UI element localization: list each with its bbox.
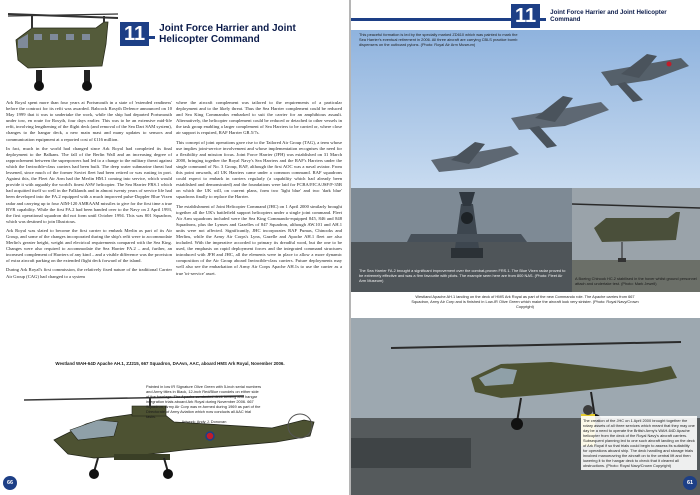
chinook-caption: A Boeing Chinook HC.2 stabilised in the hover whilst ground personnel attach and undertake test. (Photo: Mark Jewell) bbox=[575, 276, 697, 286]
paragraph: In fact, much in the world had changed since Ark Royal had completed its final deployment to the Balkans. The fall of the Berlin Wall and an increasing degree of rapprochement between the superpowers had led to a change to the military threat against which the Invincible-class carriers had been built. The deep water submarine threat had lessened, since much of the former Soviet fleet had been retired or was rusting in port. Against this, the Fleet Air Arm had the Merlin HM.1 coming into service, which would provide it with arguably the world's finest ASW helicopter. The Sea Harrier FRS.1 which had acquitted itself so well in the Falklands and in almost twenty years of service life had been developed into the FA.2 equipped with a much improved pulse-Doppler Blue Vixen radar and carrying up to four AIM-120 AMRAAM missiles to give for the first time a true BVR capability. While the first FA.2 had been handed over to the Navy on 2 April 1993, the first operational squadron did not form until October 1994. This was 801 Squadron, which was destined to join Illustrious. bbox=[6, 145, 172, 224]
chapter-title: Joint Force Harrier and Joint Helicopter Command bbox=[155, 23, 349, 45]
chapter-number: 11 bbox=[511, 4, 540, 28]
sea-harrier-formation-photo bbox=[351, 30, 700, 188]
formation-caption: This peaceful formation is led by the specially marked ZD610 which was painted to mark the Sea Harrier's eventual retirement in 2006. All three aircraft are carrying CBLS practice bomb dispensers on the outboard pylons. (Photo: Royal Air Arm Museum) bbox=[359, 32, 518, 47]
chapter-title: Joint Force Harrier and Joint Helicopter Command bbox=[546, 9, 700, 23]
artwork-note bbox=[146, 384, 262, 424]
paragraph: where the aircraft complement was tailored to the requirements of a particular deployment and to the likely threat. Thus the Sea Harrier complement could be reduced and Sea King Commandos embarked to suit the carrier for an amphibious assault. Alternatively, the helicopter complement could be reduced or detached to other vessels in the task group enabling a larger complement of Sea Harriers to be carried or, where close air support is required, RAF Harrier GR.5/7s. bbox=[176, 100, 342, 136]
chapter-number: 11 bbox=[120, 22, 149, 46]
artwork-credit: Artwork: Andy J. Donovan bbox=[181, 419, 227, 424]
chapter-title-bar bbox=[120, 22, 349, 46]
right-page bbox=[351, 0, 700, 495]
page-number-left: 66 bbox=[3, 476, 17, 490]
paragraph: Ark Royal was slated to become the first carrier to embark Merlin as part of its Air Group, and some of the changes incorporated during the ship's refit were to accommodate Merlin's greater height, weight and electrical requirements compared with the Sea King. Changes were also required to accommodate the Sea Harrier FA.2 – and, further, an increased complement of Harriers of any kind – and a visible difference was the provision of extra aircraft parking on the extended flight deck forward of the island. bbox=[6, 227, 172, 264]
chinook-side-profile-illustration bbox=[6, 4, 118, 96]
left-column-1 bbox=[6, 100, 172, 283]
left-column-2 bbox=[176, 100, 342, 280]
paragraph: The establishment of Joint Helicopter Command (JHC) on 1 April 2000 similarly brought together all the UK's battlefield support helicopters under a single joint command. Fleet Air Arm squadrons included were the Sea King Commando-equipped 845, 846 and 848 Squadrons, plus the Lynxes and Gazelles of 847 Squadron, although AW.101 and AH.1 units were not affected. Significantly, JHC incorporates RAF Pumas, Chinooks and Merlins, while the Army Air Corps's Lynx, Gazelle and Apache AH.1 fleet are also included. With the imperative accorded to primary its dreadful word, but the one to be used, the emphasis on rapid deployment forces and the integrated command structures introduced with JFH and JHC, all the elements were in place to allow a more dynamic composition of the Air Group aboard Invincible-class carriers. Future deployments may well also see the embarkation of Army Air Corps Apache AH.1s to use the carrier as a true 'tri-service' asset. bbox=[176, 203, 342, 276]
left-page bbox=[0, 0, 349, 495]
paragraph: Ark Royal spent more than four years at Portsmouth in a state of 'extended readiness' before the contract for its refit was awarded. Babcock Rosyth Defence announced on 10 May 1999 that it was to undertake the work, while the ship had departed Portsmouth under tow, en route for Rosyth, four days earlier. This was to be an extensive mid-life refit, involving lengthening of the flight deck (and removal of the Sea Dart SAM system), changes to the hangar deck, a new main mast and many updates to sensors and communication equipment at a reported cost of £116 million. bbox=[6, 100, 172, 142]
paragraph: This concept of joint operations gave rise to the Tailored Air Group (TAG), a term whose use implies joint-service involvement and whose implementation recognises the need for a flexibility and mission focus. Joint Force Harrier (JFH) was established on 31 March 2000, bringing together the Royal Navy's Sea Harriers and the RAF's Harriers under the single command of No. 3 Group, RAF, although the first AOC was a naval aviator. From this point onwards, all UK Harriers came under a common command. RAF squadrons could expect to embark in carriers regularly (a capability which had already been established and demonstrated) and the foundations were laid for FCBA/FJCA/JSF/F-35B on which the UK will, on current plans, form two 'light blue' and two 'dark blue' squadrons finally to replace the Harrier. bbox=[176, 139, 342, 200]
paragraph: During Ark Royal's first commission, the relatively fixed nature of the traditional Carrier Air Group (CAG) had changed to a system bbox=[6, 267, 172, 279]
side-profile-caption: Westland WAH-64D Apache AH.1, ZJ215, 667 Squadron, DAAvn, AAC, aboard HMS Ark Royal, November 2006. bbox=[55, 361, 285, 366]
jhc-caption: The creation of the JHC on 1 April 2000 brought together the rotary assets of all three services which meant that they may one day be a need to operate the British Army's WAH-64D Apache helicopter from the deck of the Royal Navy's aircraft carriers. Subsequent planning led to one such aircraft landing on the deck of Ark Royal if so that trials could begin to assess its suitability for operations aboard ship. The deck handling and storage trials involved manoeuvring the aircraft on to the central lift and then lowering it to the hangar deck to check that it cleared all obstructions. (Photo: Royal Navy/Crown Copyright) bbox=[581, 416, 697, 470]
apache-deck-caption: Westland Apache AH.1 landing on the deck of HMS Ark Royal as part of the new Commando role. The Apache carries from 667 Squadron, Army Air Corp and is finished in Low-IR Olive Green which make the aircraft look very sinister. (Photo: Royal Navy/Crown Copyright) bbox=[411, 294, 639, 309]
page-number-right: 61 bbox=[683, 476, 697, 490]
chapter-title-bar-right bbox=[351, 4, 700, 28]
harrier-caption: The Sea Harrier FA.2 brought a significant improvement over the combat-proven FRS.1. The Blue Vixen radar proved to be extremely effective and was a firm favourite with pilots. The example seen here are from 800 NAS. (Photo: Fleet Air Arm Museum) bbox=[359, 268, 566, 283]
artwork-note-text: Painted in low IR Signature Olive Green with 5-inch serial numbers and Army titles in Black, 12-inch Red/Blue roundels on either side of the fuselage. The Apache conducted deck landing and hangar integration trials aboard Ark Royal during November 2006. 667 Squadron, Army Air Corp was re-formed during 1969 as part of the Directorate of Army Aviation which now conducts all AAC trial tasks. bbox=[146, 384, 262, 419]
